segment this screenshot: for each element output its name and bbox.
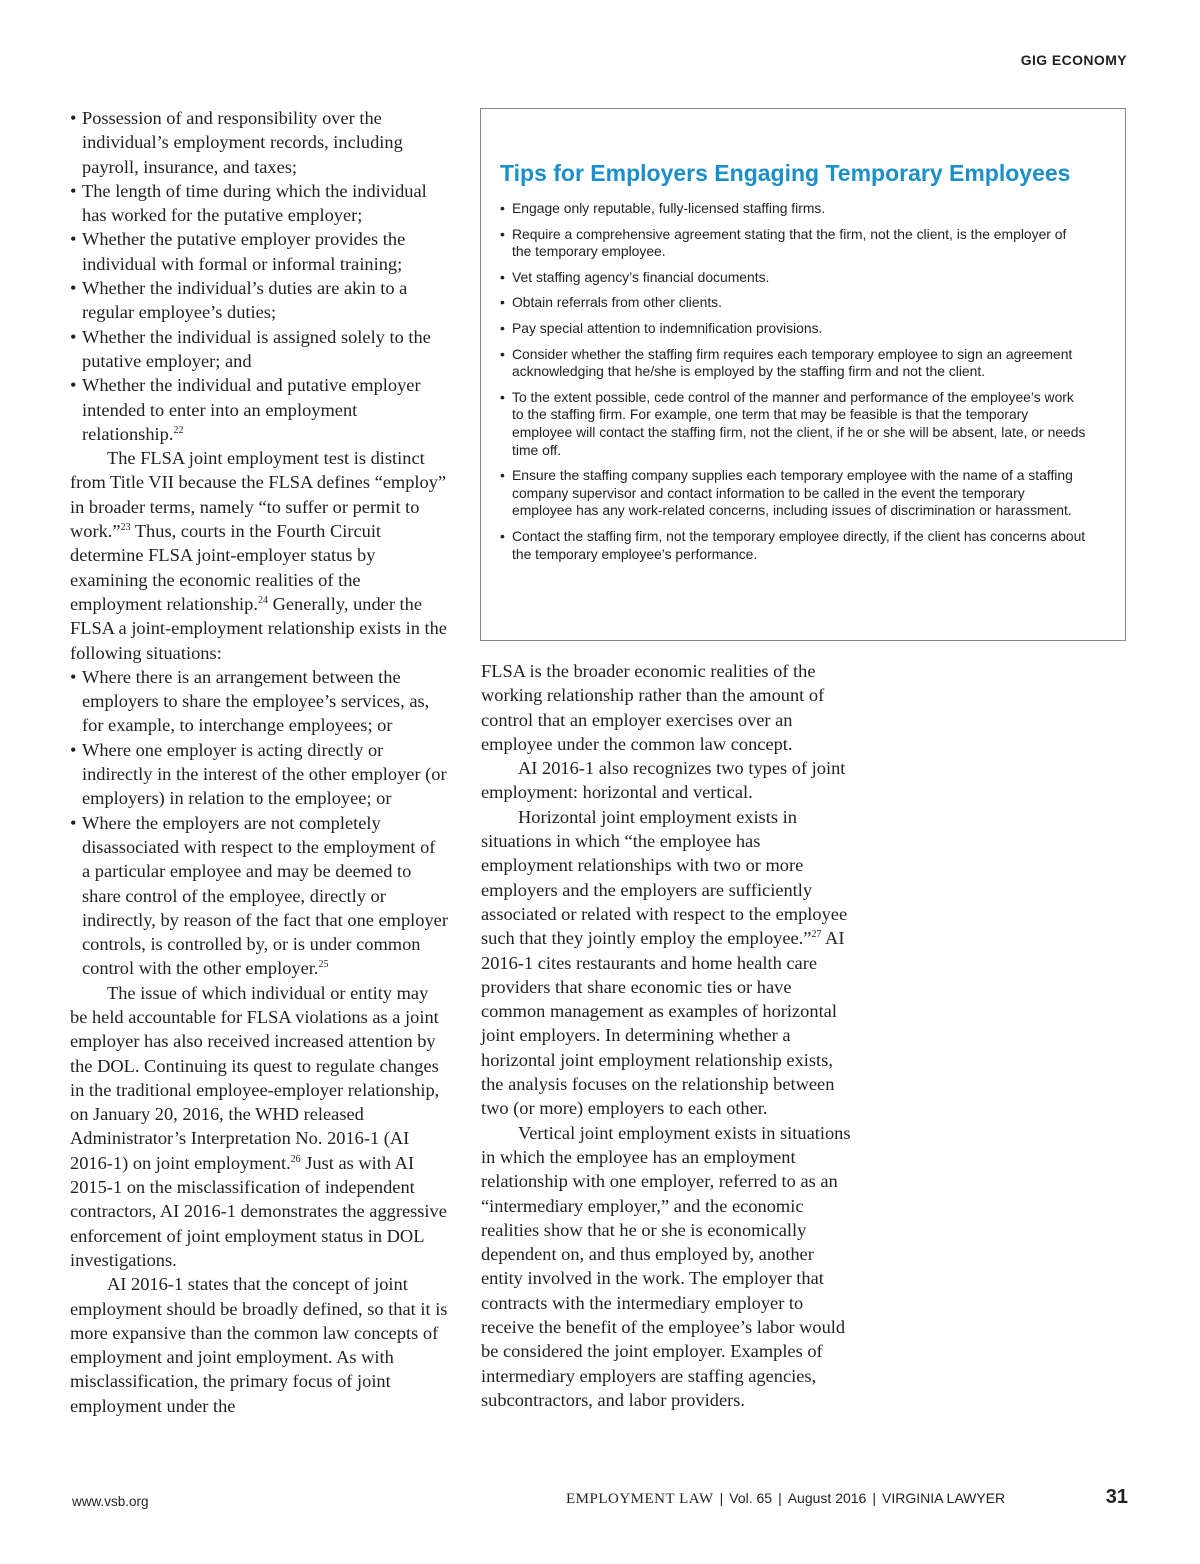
footer-publication-info [566,1486,1128,1508]
footnote-ref: 23 [120,522,131,534]
list-item-text: Where the employers are not completely disassociated with respect to the employment of a particular employee and may be deemed to share control of the employee, directly or indirectly, by reason of the fact that one employer controls, is controlled by, or is under common control with the other employer. [82,812,448,979]
footer-separator: | [719,1490,724,1506]
tip-item: • Contact the staffing firm, not the temporary employee directly, if the client has concerns about the temporary employee’s performance. [500,528,1087,563]
footer-volume: Vol. 65 [729,1490,773,1506]
body-paragraph [70,446,448,665]
footer-date: August 2016 [787,1490,867,1506]
list-item: • Where there is an arrangement between the employers to share the employee’s services, as, for example, to interchange employees; or [70,665,448,738]
section-label: GIG ECONOMY [1020,52,1127,68]
text-run: The issue of which individual or entity may be held accountable for FLSA violations as a joint employer has also received increased attention by the DOL. Continuing its quest to regulate changes in the traditional employee-employer relationship, on January 20, 2016, the WHD released Administrator’s Interpretation No. 2016-1 (AI 2016-1) on joint employment. [70,982,440,1173]
body-paragraph: Vertical joint employment exists in situations in which the employee has an employment relationship with one employer, referred to as an “intermediary employer,” and the economic realities show that he or she is economically dependent on, and thus employed by, another entity involved in the work. The employer that contracts with the intermediary employer to receive the benefit of the employee’s labor would be considered the joint employer. Examples of intermediary employers are staffing agencies, subcontractors, and labor providers. [481,1122,851,1410]
tips-list [500,200,1087,563]
footer-separator: | [778,1490,782,1506]
footer-separator: | [872,1490,876,1506]
text-run: Just as with AI 2015-1 on the misclassification of independent contractors, AI 2016-1 demonstrates the aggressive enforcement of joint employment status in DOL investigations. [70,1152,447,1270]
text-run: Horizontal joint employment exists in situations in which “the employee has employment relationships with two or more employers and the employers are sufficiently associated or related with respect to the employee such that they jointly employ the employee.” [481,806,848,949]
list-item: • Whether the individual’s duties are akin to a regular employee’s duties; [70,276,448,325]
list-item [70,811,448,981]
page-number: 31 [1105,1486,1128,1508]
tips-sidebar [480,108,1126,641]
footer-section: EMPLOYMENT LAW [566,1491,714,1507]
left-column [70,106,448,1418]
body-paragraph: AI 2016-1 states that the concept of joint employment should be broadly defined, so that it is more expansive than the common law concepts of employment and joint employment. As with misclassification, the primary focus of joint employment under the [70,1274,448,1416]
text-run: Thus, courts in the Fourth Circuit determine FLSA joint-employer status by examining the economic realities of the employment relationship. [70,521,382,614]
tip-item: • To the extent possible, cede control of the manner and performance of the employee’s work to the staffing firm. For example, one term that may be feasible is that the temporary employee will contact the staffing firm, not the client, if he or she will be absent, late, or needs time off. [500,389,1087,459]
footnote-ref: 27 [811,929,822,941]
text-run: AI 2016-1 cites restaurants and home health care providers that share economic ties or have common management as examples of horizontal joint employers. In determining whether a horizontal joint employment relationship exists, the analysis focuses on the relationship between two (or more) employers to each other. [481,928,845,1119]
tip-item: • Ensure the staffing company supplies each temporary employee with the name of a staffing company supervisor and contact information to be called in the event the temporary employee has any work-related concerns, including issues of discrimination or harassment. [500,467,1087,520]
tip-item: • Require a comprehensive agreement stating that the firm, not the client, is the employer of the temporary employee. [500,226,1087,261]
right-column [481,659,851,1412]
text-run: The FLSA joint employment test is distinct from Title VII because the FLSA defines “employ” in broader terms, namely “to suffer or permit to work.” [70,448,447,542]
tip-item: • Pay special attention to indemnification provisions. [500,320,1087,338]
body-paragraph: AI 2016-1 also recognizes two types of joint employment: horizontal and vertical. [481,758,846,803]
list-item: • Whether the individual is assigned solely to the putative employer; and [70,325,448,374]
tip-item: • Vet staffing agency’s financial documents. [500,269,1087,287]
footnote-ref: 24 [257,594,268,606]
footer-url[interactable]: www.vsb.org [72,1494,149,1509]
tip-item: • Obtain referrals from other clients. [500,294,1087,312]
factor-list [70,106,448,446]
body-paragraph [481,805,851,1121]
footnote-ref: 22 [173,424,184,436]
list-item-text: Whether the individual and putative employer intended to enter into an employment relationship. [82,375,421,444]
list-item: • Whether the putative employer provides the individual with formal or informal training; [70,227,448,276]
list-item: • Possession of and responsibility over the individual’s employment records, including payroll, insurance, and taxes; [70,106,448,179]
text-run: Generally, under the FLSA a joint-employment relationship exists in the following situations: [70,593,447,663]
footnote-ref: 25 [318,959,329,971]
body-paragraph: FLSA is the broader economic realities of the working relationship rather than the amount of control that an employer exercises over an employee under the common law concept. [481,661,825,754]
sidebar-title: Tips for Employers Engaging Temporary Employees [500,160,1071,186]
situation-list [70,665,448,981]
tip-item: • Consider whether the staffing firm requires each temporary employee to sign an agreement acknowledging that he/she is employed by the staffing firm and not the client. [500,346,1087,381]
list-item: • Where one employer is acting directly or indirectly in the interest of the other employer (or employers) in relation to the employee; or [70,738,448,811]
footer-magazine: VIRGINIA LAWYER [881,1490,1006,1506]
body-paragraph [70,981,448,1273]
footnote-ref: 26 [290,1153,301,1165]
tip-item: • Engage only reputable, fully-licensed staffing firms. [500,200,1087,218]
list-item [70,373,448,446]
list-item: • The length of time during which the individual has worked for the putative employer; [70,179,448,228]
